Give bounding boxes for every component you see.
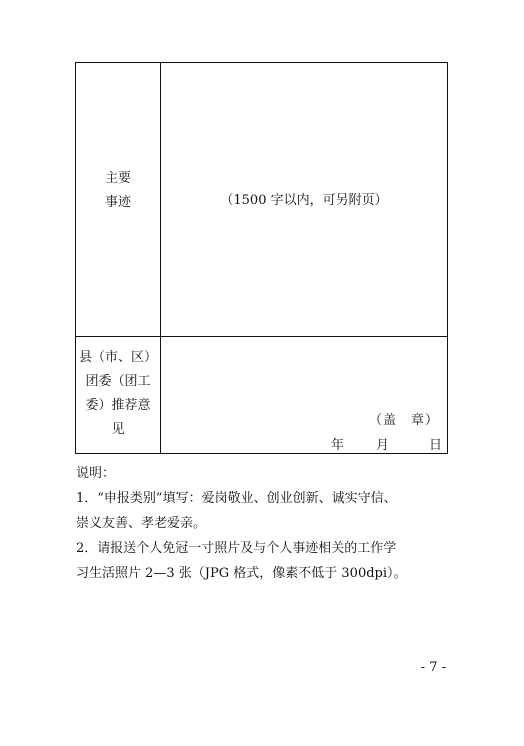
column-divider [160,63,161,453]
recommendation-label [76,346,160,442]
date-month-label: 月 [376,438,390,453]
seal-text: （盖 章） [368,413,439,428]
instruction-line-2: 崇义友善、孝老爱亲。 [76,516,207,531]
instruction-line-1: 1．“申报类别”填写：爱岗敬业、创业创新、诚实守信、 [76,491,397,506]
page-number: - 7 - [420,660,446,675]
date-year-label: 年 [331,438,345,453]
main-deeds-label-line1: 主要 [104,171,131,186]
date-day-label: 日 [429,438,443,453]
instruction-line-4: 习生活照片 2—3 张（JPG 格式，像素不低于 300dpi）。 [76,566,407,581]
row-divider [76,336,447,337]
application-form-table [75,62,448,454]
instructions-section [76,461,456,586]
instructions-title: 说明： [76,466,116,481]
main-deeds-label [76,167,160,215]
recommendation-label-line4: 见 [111,422,125,437]
recommendation-label-line3: 委）推荐意 [85,398,151,413]
instruction-line-3: 2．请报送个人免冠一寸照片及与个人事迹相关的工作学 [76,541,397,556]
main-deeds-field[interactable]: （1500 字以内，可另附页） [220,193,388,208]
recommendation-label-line1: 县（市、区） [78,350,157,365]
recommendation-label-line2: 团委（团工 [85,374,151,389]
main-deeds-label-line2: 事迹 [104,195,131,210]
